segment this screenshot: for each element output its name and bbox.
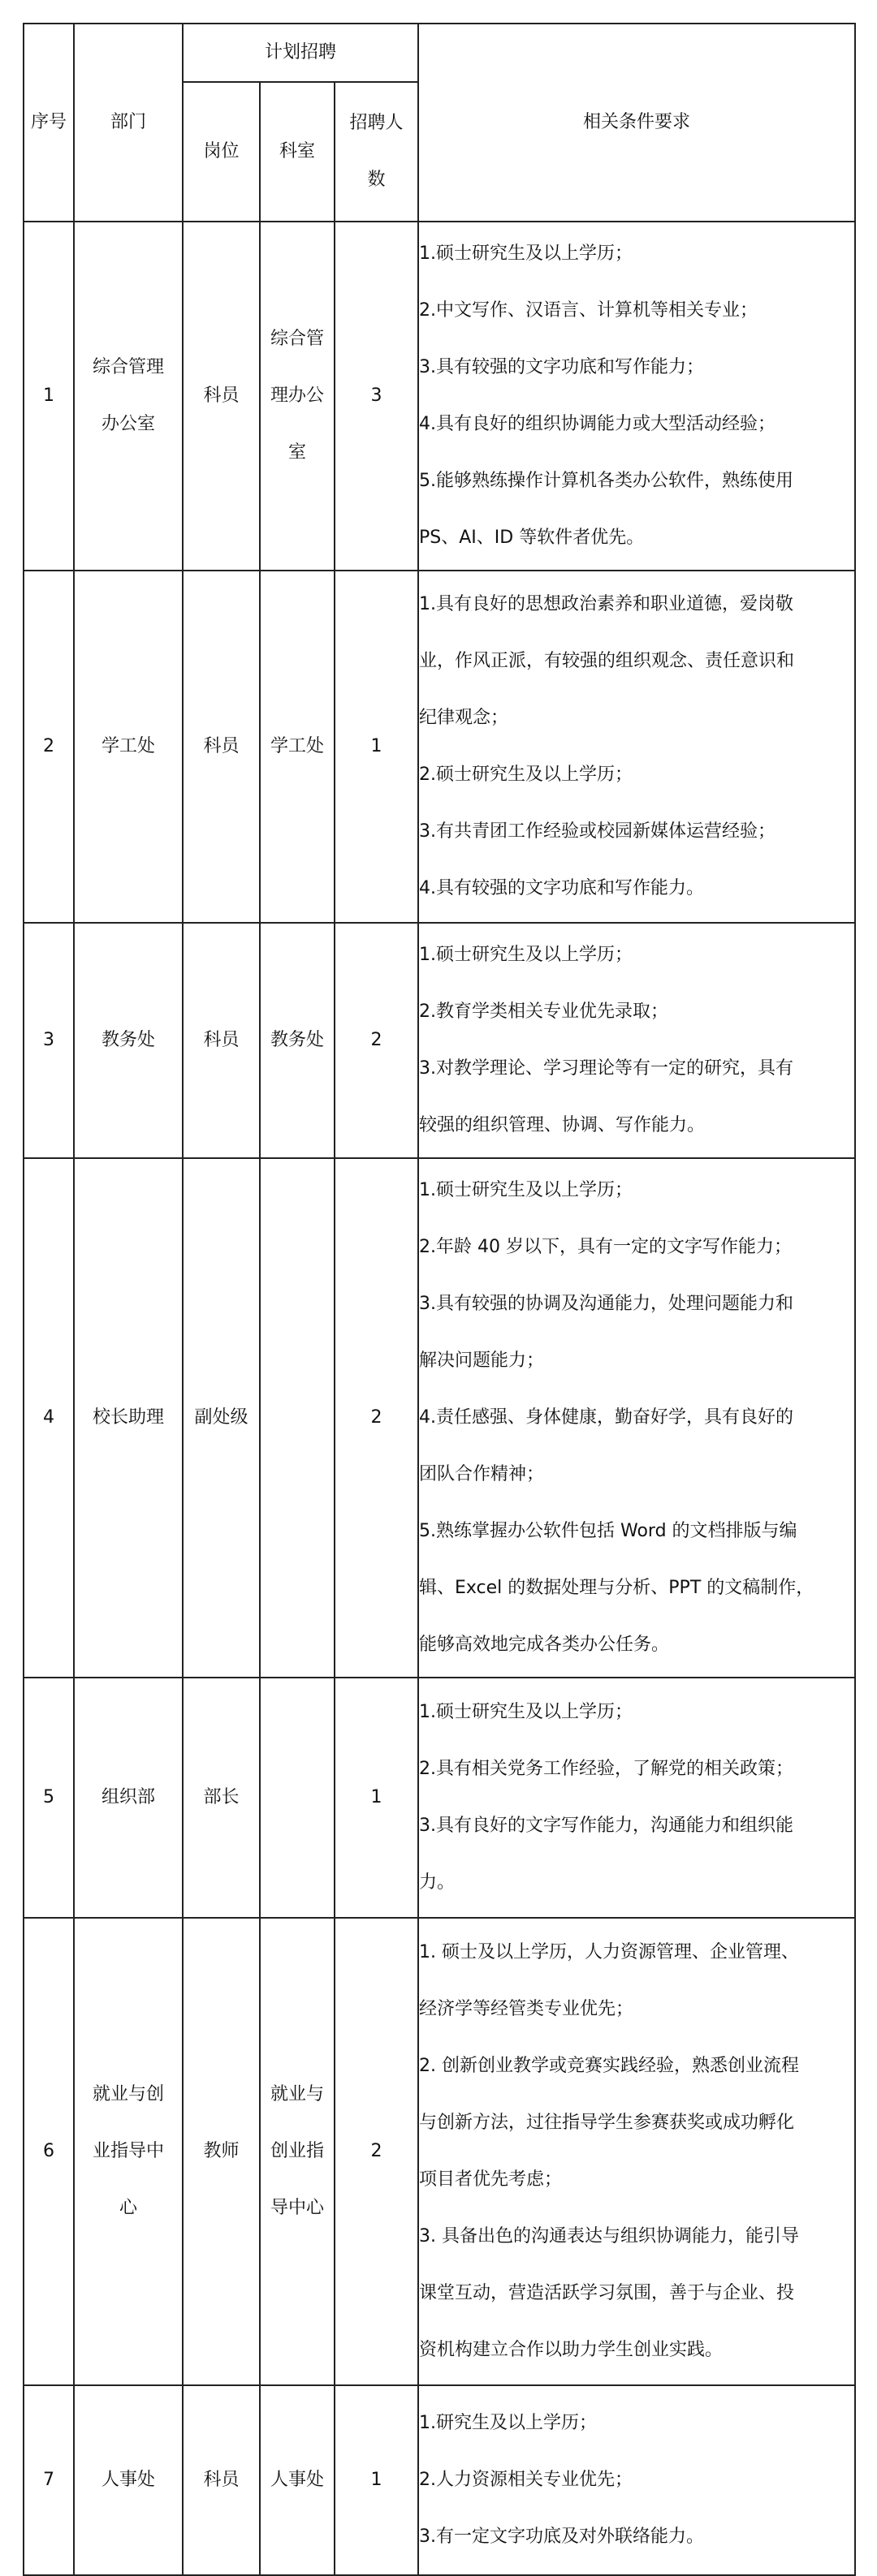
row-index: 1	[24, 222, 74, 571]
recruitment-table	[23, 23, 856, 2576]
row-post-line: 科员	[203, 736, 240, 756]
requirement-line: 4.责任感强、身体健康，勤奋好学，具有良好的	[419, 1407, 794, 1428]
header-count	[335, 82, 418, 222]
row-office	[260, 1918, 335, 2385]
row-office	[260, 571, 335, 923]
header-department: 部门	[74, 24, 183, 222]
requirement-line: 力。	[419, 1872, 456, 1893]
row-department	[74, 2385, 183, 2575]
row-office	[260, 2385, 335, 2575]
row-post-line: 科员	[203, 2470, 240, 2490]
requirement-line: 2. 创新创业教学或竞赛实践经验，熟悉创业流程	[419, 2056, 800, 2076]
row-count: 1	[335, 2385, 418, 2575]
requirement-line: 较强的组织管理、协调、写作能力。	[419, 1115, 706, 1135]
row-post	[183, 1678, 260, 1918]
row-office	[260, 1678, 335, 1918]
row-office	[260, 1158, 335, 1678]
row-post	[183, 571, 260, 923]
requirement-line: 1.硕士研究生及以上学历；	[419, 1180, 633, 1200]
table-row	[24, 571, 855, 923]
requirement-line: 3.有共青团工作经验或校园新媒体运营经验；	[419, 821, 776, 842]
header-index: 序号	[24, 24, 74, 222]
row-office	[260, 222, 335, 571]
row-requirements	[418, 571, 855, 923]
requirement-line: 团队合作精神；	[419, 1464, 545, 1484]
row-post-line: 副处级	[194, 1407, 248, 1428]
requirement-line: 1.具有良好的思想政治素养和职业道德，爱岗敬	[419, 594, 794, 614]
table-row	[24, 222, 855, 571]
row-department	[74, 1918, 183, 2385]
row-index: 7	[24, 2385, 74, 2575]
row-department-line: 学工处	[101, 736, 155, 756]
row-post-line: 部长	[203, 1787, 240, 1807]
table-body	[24, 222, 855, 2575]
requirement-line: 3.具有良好的文字写作能力，沟通能力和组织能	[419, 1816, 794, 1836]
row-index: 4	[24, 1158, 74, 1678]
table-row	[24, 2385, 855, 2575]
row-office-line: 导中心	[270, 2198, 324, 2218]
requirement-line: 业，作风正派，有较强的组织观念、责任意识和	[419, 651, 795, 671]
requirement-line: 4.具有较强的文字功底和写作能力。	[419, 878, 705, 898]
row-requirements	[418, 222, 855, 571]
header-post: 岗位	[183, 82, 260, 222]
requirement-line: 3.有一定文字功底及对外联络能力。	[419, 2526, 705, 2547]
row-office-line: 综合管	[270, 329, 324, 349]
row-office-line: 学工处	[270, 736, 324, 756]
row-department-line: 办公室	[101, 414, 155, 434]
requirement-line: 3.具有较强的协调及沟通能力，处理问题能力和	[419, 1294, 794, 1314]
row-count: 2	[335, 1918, 418, 2385]
header-plan: 计划招聘	[183, 24, 418, 82]
row-department-line: 心	[119, 2198, 137, 2218]
requirement-line: 与创新方法，过往指导学生参赛获奖或成功孵化	[419, 2113, 795, 2133]
requirement-line: 经济学等经管类专业优先；	[419, 1999, 634, 2019]
requirement-line: 1.硕士研究生及以上学历；	[419, 945, 633, 965]
row-requirements	[418, 923, 855, 1158]
table-row	[24, 1678, 855, 1918]
row-department-line: 业指导中	[92, 2141, 164, 2161]
table-row	[24, 923, 855, 1158]
requirement-line: 解决问题能力；	[419, 1350, 545, 1371]
row-index: 2	[24, 571, 74, 923]
requirement-line: 资机构建立合作以助力学生创业实践。	[419, 2340, 724, 2360]
requirement-line: 辑、Excel 的数据处理与分析、PPT 的文稿制作，	[419, 1578, 814, 1598]
row-requirements	[418, 1678, 855, 1918]
requirement-line: PS、AI、ID 等软件者优先。	[419, 528, 645, 548]
row-post	[183, 1918, 260, 2385]
row-department-line: 人事处	[101, 2470, 155, 2490]
header-count-line: 招聘人	[349, 113, 404, 133]
row-department-line: 校长助理	[92, 1407, 164, 1428]
row-department-line: 组织部	[101, 1787, 155, 1807]
requirement-line: 1. 硕士及以上学历，人力资源管理、企业管理、	[419, 1942, 800, 1962]
row-post	[183, 2385, 260, 2575]
row-office-line: 人事处	[270, 2470, 324, 2490]
row-index: 5	[24, 1678, 74, 1918]
row-index: 3	[24, 923, 74, 1158]
requirement-line: 3. 具备出色的沟通表达与组织协调能力，能引导	[419, 2226, 800, 2246]
row-department	[74, 222, 183, 571]
requirement-line: 能够高效地完成各类办公任务。	[419, 1635, 670, 1655]
requirement-line: 2.中文写作、汉语言、计算机等相关专业；	[419, 300, 758, 321]
row-office-line: 室	[287, 442, 306, 463]
requirement-line: 3.具有较强的文字功底和写作能力；	[419, 357, 705, 377]
row-requirements	[418, 1918, 855, 2385]
row-office-line: 创业指	[270, 2141, 324, 2161]
header-count-line: 数	[367, 170, 386, 190]
row-count: 1	[335, 571, 418, 923]
table-row	[24, 1158, 855, 1678]
row-count: 2	[335, 923, 418, 1158]
requirement-line: 3.对教学理论、学习理论等有一定的研究，具有	[419, 1058, 794, 1079]
row-post-line: 科员	[203, 1030, 240, 1050]
row-department	[74, 1678, 183, 1918]
requirement-line: 5.能够熟练操作计算机各类办公软件，熟练使用	[419, 471, 794, 491]
requirement-line: 4.具有良好的组织协调能力或大型活动经验；	[419, 414, 776, 434]
requirement-line: 纪律观念；	[419, 708, 509, 728]
requirement-line: 2.年龄 40 岁以下，具有一定的文字写作能力；	[419, 1237, 792, 1257]
row-requirements	[418, 2385, 855, 2575]
row-count: 1	[335, 1678, 418, 1918]
requirement-line: 1.硕士研究生及以上学历；	[419, 243, 633, 264]
row-office-line: 理办公	[270, 386, 324, 406]
requirement-line: 课堂互动，营造活跃学习氛围，善于与企业、投	[419, 2283, 795, 2303]
requirement-line: 2.教育学类相关专业优先录取；	[419, 1002, 669, 1022]
requirement-line: 项目者优先考虑；	[419, 2169, 563, 2190]
header-office: 科室	[260, 82, 335, 222]
requirement-line: 1.研究生及以上学历；	[419, 2413, 598, 2433]
row-department-line: 教务处	[101, 1030, 155, 1050]
row-department	[74, 923, 183, 1158]
row-post	[183, 1158, 260, 1678]
row-count: 2	[335, 1158, 418, 1678]
row-department-line: 综合管理	[92, 357, 164, 377]
requirement-line: 1.硕士研究生及以上学历；	[419, 1702, 633, 1722]
requirement-line: 2.硕士研究生及以上学历；	[419, 765, 633, 785]
requirement-line: 2.人力资源相关专业优先；	[419, 2470, 633, 2490]
row-department	[74, 1158, 183, 1678]
header-requirements: 相关条件要求	[418, 24, 855, 222]
requirement-line: 5.熟练掌握办公软件包括 Word 的文档排版与编	[419, 1521, 797, 1541]
row-post	[183, 923, 260, 1158]
row-department-line: 就业与创	[92, 2084, 164, 2104]
row-office	[260, 923, 335, 1158]
row-office-line: 就业与	[270, 2084, 324, 2104]
row-department	[74, 571, 183, 923]
row-post	[183, 222, 260, 571]
row-count: 3	[335, 222, 418, 571]
table-row	[24, 1918, 855, 2385]
row-post-line: 教师	[203, 2141, 240, 2161]
row-index: 6	[24, 1918, 74, 2385]
row-requirements	[418, 1158, 855, 1678]
requirement-line: 2.具有相关党务工作经验，了解党的相关政策；	[419, 1759, 794, 1779]
row-post-line: 科员	[203, 386, 240, 406]
row-office-line: 教务处	[270, 1030, 324, 1050]
